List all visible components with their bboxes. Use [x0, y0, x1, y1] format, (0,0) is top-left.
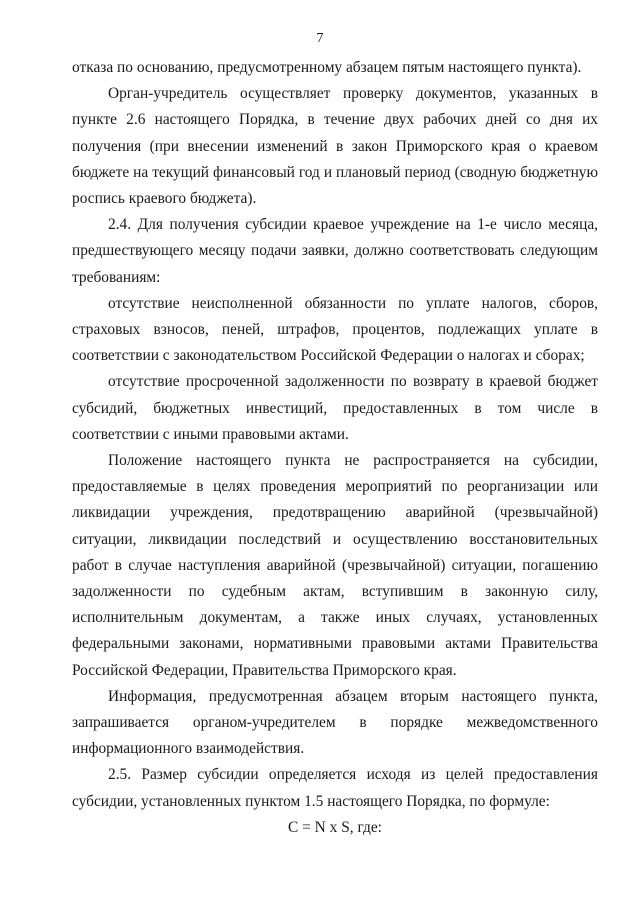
paragraph-section-2-5: 2.5. Размер субсидии определяется исходя из целей предоставления субсидии, установленных пунктом 1.5 настоящего Порядка, по формуле:: [72, 766, 598, 810]
paragraph-document-check: Орган-учредитель осуществляет проверку документов, указанных в пункте 2.6 настоящего Порядка, в течение двух рабочих дней со дня их получения (при внесении изменений в закон Приморского края о краевом бюджете на текущий финансовый год и плановый период (сводную бюджетную роспись краевого бюджета).: [72, 85, 598, 208]
paragraph-continuation: отказа по основанию, предусмотренному абзацем пятым настоящего пункта).: [72, 59, 582, 76]
paragraph-no-tax-debt: отсутствие неисполненной обязанности по уплате налогов, сборов, страховых взносов, пеней, штрафов, процентов, подлежащих уплате в соответствии с законодательством Российской Федерации о налогах и сборах;: [72, 294, 598, 365]
page-number: 7: [316, 31, 324, 46]
paragraph-section-2-4: 2.4. Для получения субсидии краевое учреждение на 1-е число месяца, предшествующего месяцу подачи заявки, должно соответствовать следующим требованиям:: [72, 216, 598, 286]
paragraph-no-overdue-debt: отсутствие просроченной задолженности по возврату в краевой бюджет субсидий, бюджетных инвестиций, предоставленных в том числе в соответствии с иными правовыми актами.: [72, 373, 598, 443]
paragraph-information-request: Информация, предусмотренная абзацем вторым настоящего пункта, запрашивается органом-учредителем в порядке межведомственного информационного взаимодействия.: [72, 687, 598, 758]
document-body: [72, 55, 598, 841]
paragraph-exceptions: Положение настоящего пункта не распространяется на субсидии, предоставляемые в целях проведения мероприятий по реорганизации или ликвидации учреждения, предотвращению аварийной (чрезвычайной) ситуации, ликвидации последствий и осуществлению восстановительных работ в случае наступления аварийной (чрезвычайной) ситуации, погашению задолженности по судебным актам, вступившим в законную силу, исполнительным документам, а также иных случаях, установленных федеральными законами, нормативными правовыми актами Правительства Российской Федерации, Правительства Приморского края.: [72, 452, 598, 679]
formula: C = N x S, где:: [288, 818, 382, 836]
